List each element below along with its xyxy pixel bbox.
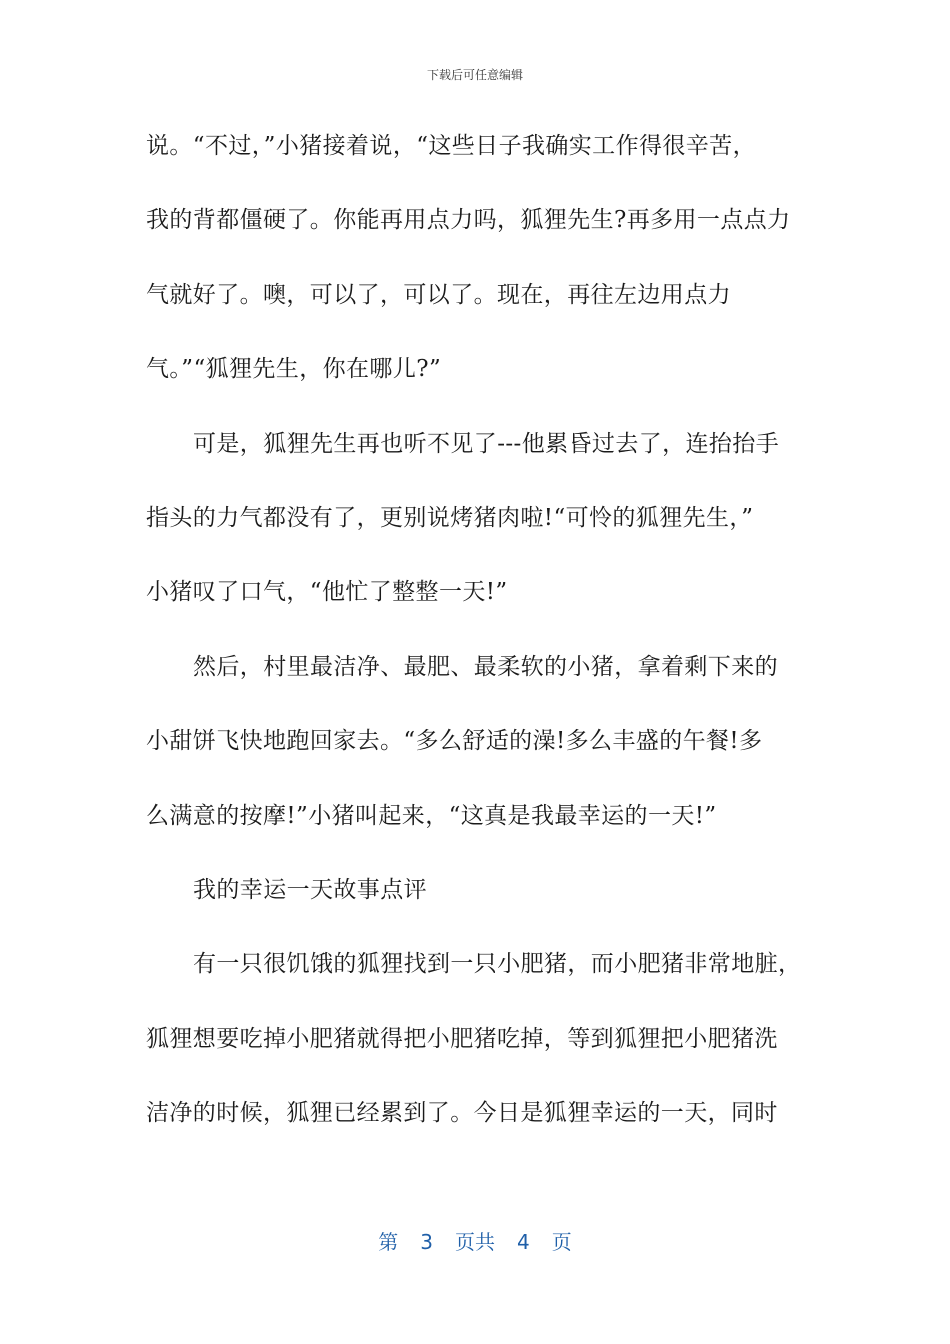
text-line: 狐狸想要吃掉小肥猪就得把小肥猪吃掉，等到狐狸把小肥猪洗 <box>146 1025 778 1052</box>
text-line: 洁净的时候，狐狸已经累到了。今日是狐狸幸运的一天，同时 <box>146 1100 778 1127</box>
text-line: 么满意的按摩!”小猪叫起来，“这真是我最幸运的一天!” <box>146 802 717 829</box>
text-line: 气就好了。噢，可以了，可以了。现在，再往左边用点力 <box>146 281 731 308</box>
footer-suffix: 页 <box>551 1230 572 1254</box>
text-line: 指头的力气都没有了，更别说烤猪肉啦!“可怜的狐狸先生，” <box>146 504 754 531</box>
section-heading: 我的幸运一天故事点评 <box>193 876 427 903</box>
text-line: 小甜饼飞快地跑回家去。“多么舒适的澡!多么丰盛的午餐!多 <box>146 728 763 755</box>
total-pages-number: 4 <box>517 1230 530 1254</box>
page-footer <box>0 1226 950 1255</box>
text-line: 有一只很饥饿的狐狸找到一只小肥猪，而小肥猪非常地脏， <box>193 951 802 978</box>
text-line: 小猪叹了口气，“他忙了整整一天!” <box>146 579 508 606</box>
text-line: 气。”“狐狸先生，你在哪儿?” <box>146 356 442 383</box>
footer-prefix: 第 <box>378 1230 399 1254</box>
footer-middle: 页共 <box>455 1230 495 1254</box>
text-line: 我的背都僵硬了。你能再用点力吗，狐狸先生?再多用一点点力 <box>146 207 791 234</box>
document-body <box>146 124 818 1165</box>
current-page-number: 3 <box>420 1230 433 1254</box>
text-line: 可是，狐狸先生再也听不见了---他累昏过去了，连抬抬手 <box>193 430 780 457</box>
text-line: 然后，村里最洁净、最肥、最柔软的小猪，拿着剩下来的 <box>193 653 778 680</box>
page-header-note: 下载后可任意编辑 <box>426 68 523 82</box>
text-line: 说。“不过，”小猪接着说，“这些日子我确实工作得很辛苦， <box>146 133 756 159</box>
